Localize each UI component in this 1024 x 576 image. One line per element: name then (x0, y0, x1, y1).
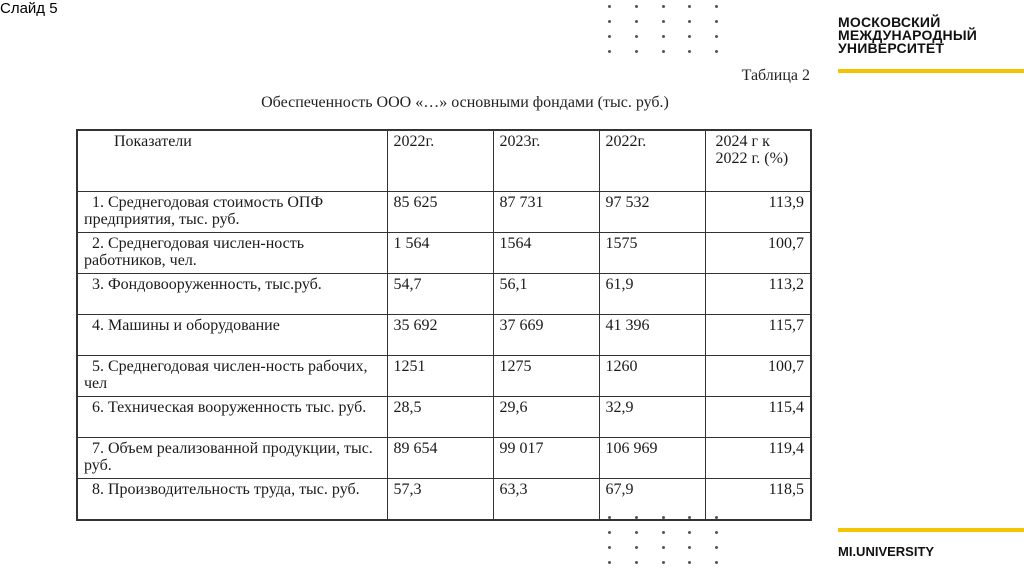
logo-line-3: УНИВЕРСИТЕТ (838, 40, 945, 56)
row-label: 3. Фондовооруженность, тыс.руб. (77, 274, 387, 315)
fixed-assets-table (76, 129, 812, 521)
row-value: 89 654 (387, 438, 493, 479)
table-title: Обеспеченность ООО «…» основными фондами (тыс. руб.) (261, 94, 669, 111)
row-value: 54,7 (387, 274, 493, 315)
row-label: 4. Машины и оборудование (77, 315, 387, 356)
header-year-1: 2022г. (387, 130, 493, 192)
row-value: 1275 (493, 356, 599, 397)
row-value: 106 969 (599, 438, 705, 479)
table-row (77, 233, 811, 274)
table-row (77, 274, 811, 315)
row-value: 97 532 (599, 192, 705, 233)
logo-line-1: МОСКОВСКИЙ (838, 14, 941, 30)
row-value: 1 564 (387, 233, 493, 274)
row-percent: 115,4 (705, 397, 811, 438)
row-value: 63,3 (493, 479, 599, 521)
row-percent: 113,9 (705, 192, 811, 233)
table-header-row (77, 130, 811, 192)
university-logo (838, 16, 977, 55)
row-label: 8. Производительность труда, тыс. руб. (77, 479, 387, 521)
row-label: 6. Техническая вооруженность тыс. руб. (77, 397, 387, 438)
row-label: 1. Среднегодовая стоимость ОПФ предприятия, тыс. руб. (77, 192, 387, 233)
table-row (77, 397, 811, 438)
table-number-label: Таблица 2 (741, 67, 810, 84)
header-percent: 2024 г к 2022 г. (%) (705, 130, 811, 192)
row-value: 1251 (387, 356, 493, 397)
row-value: 57,3 (387, 479, 493, 521)
row-value: 41 396 (599, 315, 705, 356)
row-value: 37 669 (493, 315, 599, 356)
accent-bar-top (838, 69, 1024, 73)
decorative-dot-grid-top (608, 5, 718, 65)
row-label: 7. Объем реализованной продукции, тыс. руб. (77, 438, 387, 479)
row-value: 35 692 (387, 315, 493, 356)
row-value: 99 017 (493, 438, 599, 479)
row-value: 67,9 (599, 479, 705, 521)
logo-line-2: МЕЖДУНАРОДНЫЙ (838, 27, 978, 43)
header-year-3: 2022г. (599, 130, 705, 192)
row-percent: 100,7 (705, 356, 811, 397)
row-value: 87 731 (493, 192, 599, 233)
row-value: 85 625 (387, 192, 493, 233)
header-indicators: Показатели (77, 130, 387, 192)
table-row (77, 438, 811, 479)
row-value: 1564 (493, 233, 599, 274)
row-value: 56,1 (493, 274, 599, 315)
slide-label: Слайд 5 (0, 0, 58, 17)
footer-brand: MI.UNIVERSITY (838, 544, 935, 559)
row-value: 28,5 (387, 397, 493, 438)
table-row (77, 356, 811, 397)
row-label: 5. Среднегодовая числен-ность рабочих, чел (77, 356, 387, 397)
row-percent: 119,4 (705, 438, 811, 479)
header-year-2: 2023г. (493, 130, 599, 192)
row-value: 29,6 (493, 397, 599, 438)
table-row (77, 192, 811, 233)
accent-bar-bottom (838, 528, 1024, 532)
row-percent: 113,2 (705, 274, 811, 315)
row-value: 32,9 (599, 397, 705, 438)
row-value: 1575 (599, 233, 705, 274)
row-value: 61,9 (599, 274, 705, 315)
row-percent: 118,5 (705, 479, 811, 521)
decorative-dot-grid-bottom (608, 516, 718, 576)
row-percent: 115,7 (705, 315, 811, 356)
row-label: 2. Среднегодовая числен-ность работников, чел. (77, 233, 387, 274)
table-row (77, 315, 811, 356)
row-value: 1260 (599, 356, 705, 397)
row-percent: 100,7 (705, 233, 811, 274)
table-row (77, 479, 811, 521)
